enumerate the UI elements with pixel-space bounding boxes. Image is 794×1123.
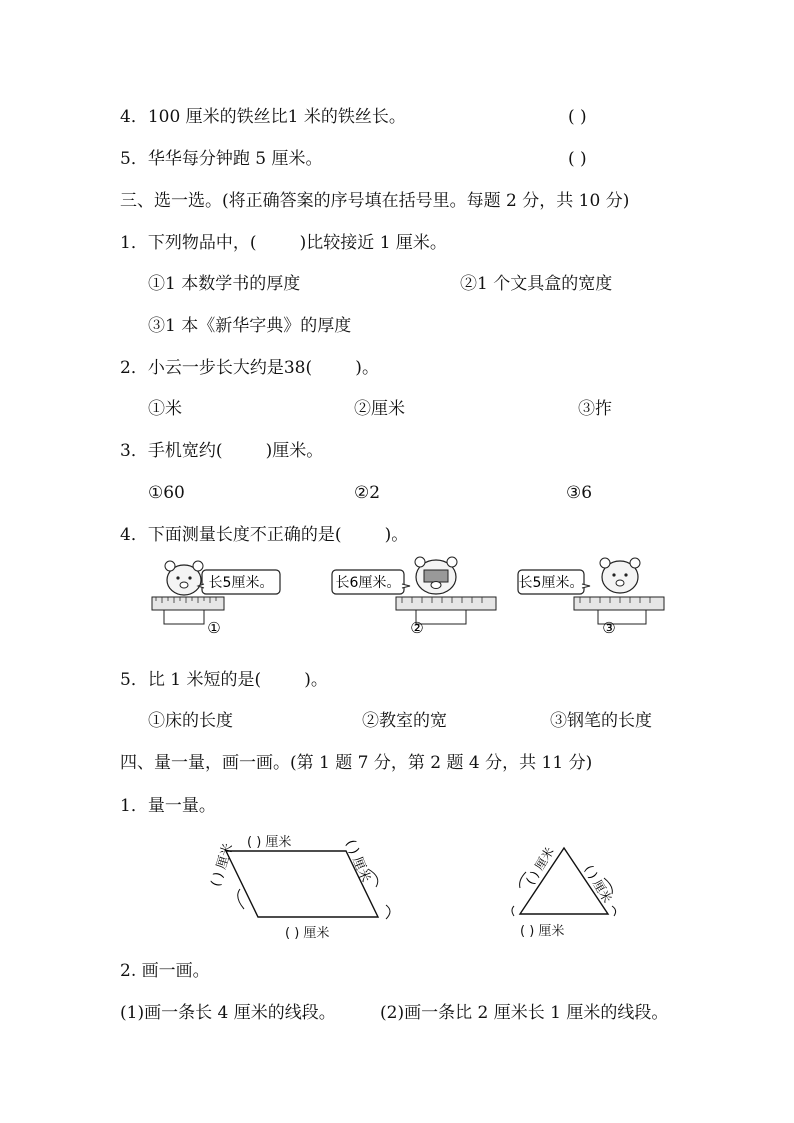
ruler-icon bbox=[396, 597, 496, 610]
side-label-left[interactable]: ( ) 厘米 bbox=[208, 841, 237, 889]
s3-question-1: 1．下列物品中，( )比较接近 1 厘米。 bbox=[120, 233, 447, 253]
scene-3[interactable] bbox=[518, 558, 664, 635]
s3-q2-option-2[interactable]: ②厘米 bbox=[354, 399, 405, 419]
s3-question-3: 3．手机宽约( )厘米。 bbox=[120, 441, 324, 461]
s3-question-5: 5．比 1 米短的是( )。 bbox=[120, 670, 328, 690]
pencil-case-icon bbox=[164, 610, 204, 624]
judge-question-5: 5．华华每分钟跑 5 厘米。 bbox=[120, 149, 323, 169]
judge-question-4: 4．100 厘米的铁丝比1 米的铁丝长。 bbox=[120, 107, 406, 127]
side-label-bottom[interactable]: ( ) 厘米 bbox=[285, 926, 330, 941]
s3-question-2: 2．小云一步长大约是38( )。 bbox=[120, 358, 379, 378]
s3-q5-option-2[interactable]: ②教室的宽 bbox=[362, 711, 447, 731]
triangle-label-left[interactable]: ( ) 厘米 bbox=[523, 844, 557, 888]
s3-q2-option-1[interactable]: ①米 bbox=[148, 399, 182, 419]
scene-label-3: ③ bbox=[602, 619, 616, 635]
side-label-top[interactable]: ( ) 厘米 bbox=[247, 835, 292, 850]
scene-1[interactable] bbox=[152, 561, 280, 635]
s3-q1-option-2[interactable]: ②1 个文具盒的宽度 bbox=[460, 274, 613, 294]
measurement-illustrations bbox=[140, 553, 690, 635]
scene-2[interactable] bbox=[332, 557, 496, 635]
s3-question-4: 4．下面测量长度不正确的是( )。 bbox=[120, 525, 409, 545]
bubble-text-2: 长6厘米。 bbox=[335, 575, 401, 591]
s3-q3-option-1[interactable]: ①60 bbox=[148, 483, 185, 503]
s3-q5-option-1[interactable]: ①床的长度 bbox=[148, 711, 233, 731]
s3-q5-option-3[interactable]: ③钢笔的长度 bbox=[550, 711, 652, 731]
s4-question-1: 1．量一量。 bbox=[120, 796, 216, 816]
s4-q2-part-1: (1)画一条长 4 厘米的线段。 bbox=[120, 1003, 336, 1023]
s3-q3-option-3[interactable]: ③6 bbox=[566, 483, 593, 503]
section-3-title: 三、选一选。(将正确答案的序号填在括号里。每题 2 分，共 10 分) bbox=[120, 191, 630, 211]
scene-label-2: ② bbox=[410, 619, 424, 635]
side-label-right[interactable]: ( ) 厘米 bbox=[342, 837, 373, 885]
s4-question-2: 2. 画一画。 bbox=[120, 961, 210, 981]
s3-q3-option-2[interactable]: ②2 bbox=[354, 483, 381, 503]
triangle-figure bbox=[500, 830, 630, 930]
bubble-text-3: 长5厘米。 bbox=[518, 575, 584, 591]
bubble-text-1: 长5厘米。 bbox=[208, 575, 274, 591]
triangle-label-bottom[interactable]: ( ) 厘米 bbox=[520, 924, 565, 939]
ruler-icon bbox=[574, 597, 664, 610]
ruler-icon bbox=[152, 597, 224, 610]
s3-q1-option-1[interactable]: ①1 本数学书的厚度 bbox=[148, 274, 301, 294]
triangle-label-right[interactable]: ( ) 厘米 bbox=[581, 862, 615, 906]
answer-bracket[interactable]: ( ) bbox=[568, 107, 587, 127]
section-4-title: 四、量一量，画一画。(第 1 题 7 分，第 2 题 4 分，共 11 分) bbox=[120, 753, 593, 773]
answer-bracket[interactable]: ( ) bbox=[568, 149, 587, 169]
scene-label-1: ① bbox=[207, 619, 221, 635]
s4-q2-part-2: (2)画一条比 2 厘米长 1 厘米的线段。 bbox=[380, 1003, 669, 1023]
s3-q2-option-3[interactable]: ③拃 bbox=[578, 399, 612, 419]
s3-q1-option-3[interactable]: ③1 本《新华字典》的厚度 bbox=[148, 316, 352, 336]
